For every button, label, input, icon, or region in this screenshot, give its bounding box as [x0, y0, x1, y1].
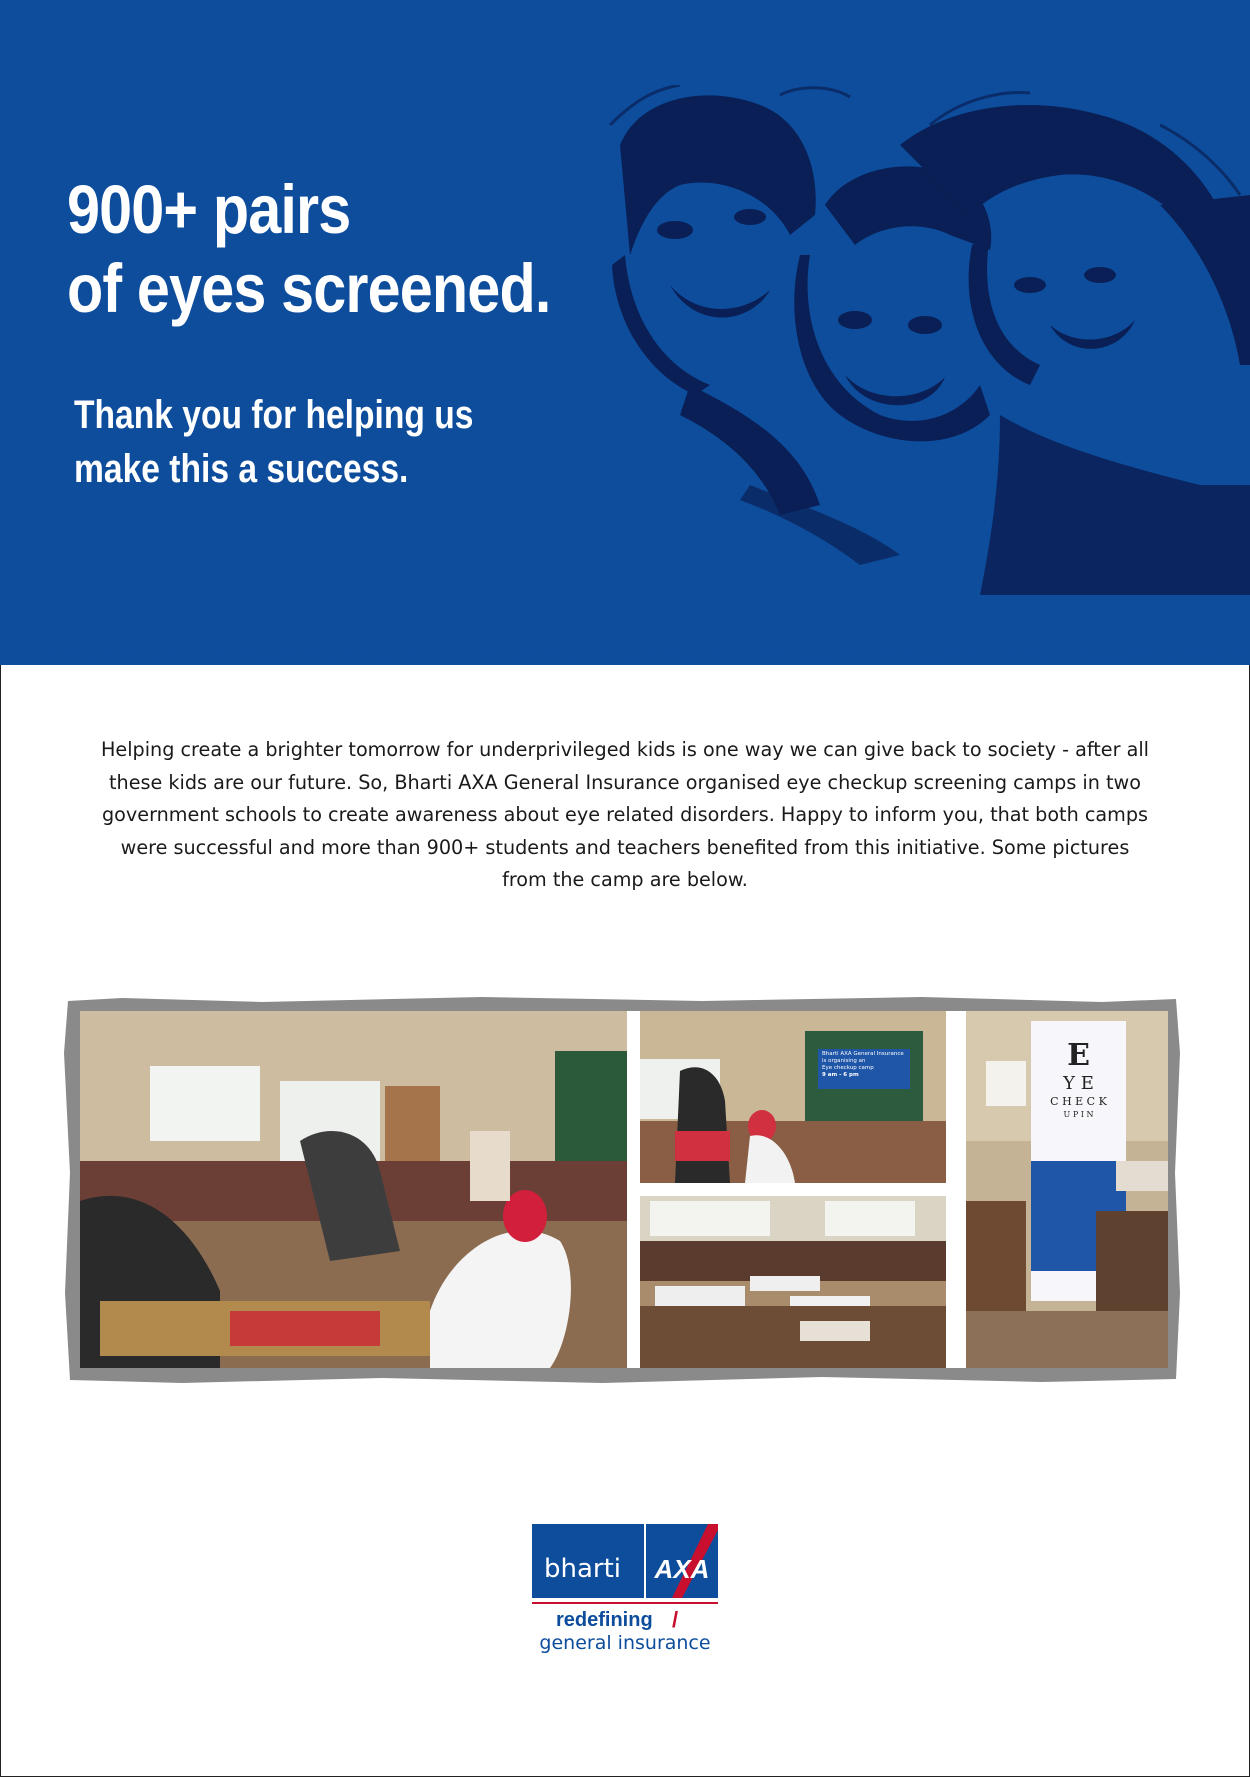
logo-red-rule: [532, 1602, 718, 1604]
banner-line-3: Eye checkup camp: [822, 1065, 874, 1071]
tagline-general-insurance: general insurance: [539, 1632, 711, 1654]
chart-row-check: C H E C K: [1050, 1095, 1107, 1108]
headline-line-2: of eyes screened.: [67, 250, 551, 327]
chart-row-up: U P I N: [1063, 1110, 1094, 1119]
camp-photo-eye-chart-standee: [966, 1011, 1168, 1368]
banner-time: 9 am - 6 pm: [822, 1072, 859, 1078]
bharti-axa-logo: [532, 1524, 718, 1664]
intro-paragraph: Helping create a brighter tomorrow for underprivileged kids is one way we can give back to society - after all these kids are our future. So, Bharti AXA General Insurance organised eye checkup screening camps in two government schools to create awareness about eye related disorders. Happy to inform you, that both camps were successful and more than 900+ students and teachers benefited from this initiative. Some pictures from the camp are below.: [100, 738, 1149, 891]
eye-chart-letters: [1031, 1039, 1126, 1121]
chart-row-ye: Y E: [1063, 1073, 1094, 1094]
thank-you-line-1: Thank you for helping us: [74, 393, 474, 437]
tagline-redefining: redefining: [556, 1609, 653, 1631]
headline: [67, 170, 550, 328]
hero-banner: [0, 0, 1250, 665]
thank-you-message: [74, 388, 473, 496]
torn-paper-edge: [0, 635, 1250, 675]
tagline-slash-mark: /: [672, 1607, 679, 1632]
camp-photo-awareness-banner: [640, 1011, 946, 1183]
banner-line-1: Bharti AXA General Insurance: [822, 1051, 904, 1057]
camp-photo-students-desks: [640, 1196, 946, 1368]
logo-brand-axa: AXA: [654, 1554, 710, 1584]
chart-letter-e: E: [1067, 1038, 1090, 1073]
headline-line-1: 900+ pairs: [67, 171, 351, 248]
awareness-banner-text: [822, 1051, 910, 1079]
banner-line-2: is organising an: [822, 1058, 866, 1064]
camp-photo-classroom-checkup: [80, 1011, 627, 1368]
children-faces-illustration: [600, 85, 1250, 595]
thank-you-line-2: make this a success.: [74, 447, 409, 491]
logo-brand-bharti: bharti: [544, 1554, 622, 1584]
